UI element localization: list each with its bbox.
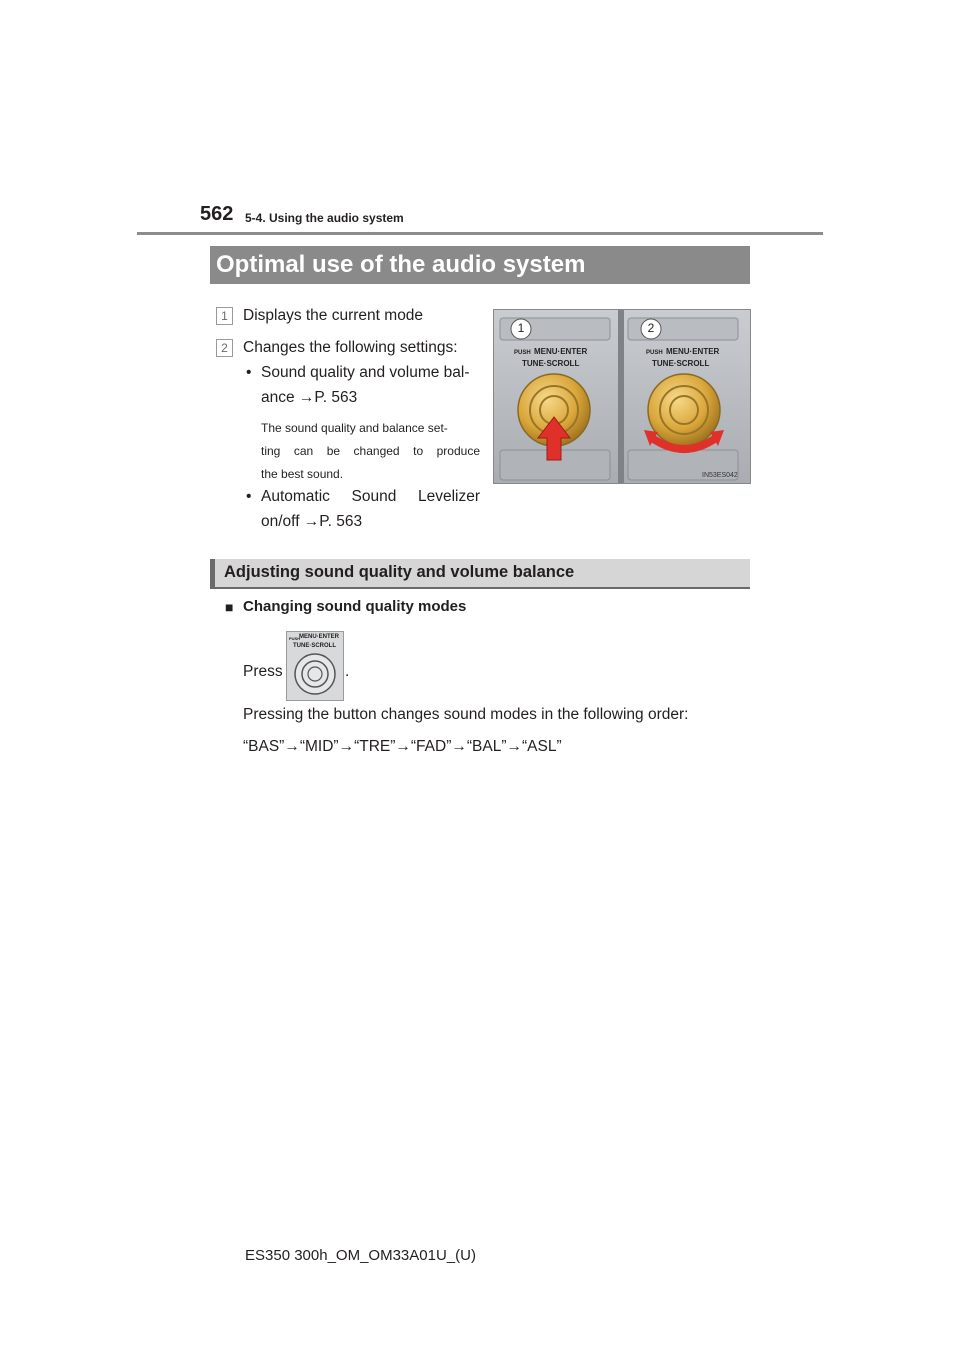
knob-tune-text-right: TUNE·SCROLL bbox=[652, 359, 710, 368]
bullet-2-line-2: on/off →P. 563 bbox=[261, 513, 363, 530]
knob-button-icon bbox=[286, 631, 344, 701]
heading-marker: ■ bbox=[225, 599, 234, 615]
knob-push-text-left: PUSH bbox=[514, 350, 531, 356]
knob-push-text-right: PUSH bbox=[646, 350, 663, 356]
note-line-2: ting can be changed to produce bbox=[261, 444, 480, 458]
footer-code: ES350 300h_OM_OM33A01U_(U) bbox=[245, 1247, 476, 1264]
subsection-heading: Changing sound quality modes bbox=[243, 598, 467, 615]
subsection-accent bbox=[210, 559, 215, 587]
press-period: . bbox=[345, 663, 350, 680]
page-title: Optimal use of the audio system bbox=[216, 251, 586, 278]
page-number: 562 bbox=[200, 203, 234, 225]
note-line-3: the best sound. bbox=[261, 467, 344, 481]
note-line-1: The sound quality and balance set- bbox=[261, 421, 448, 435]
figure-code: IN53ES042 bbox=[702, 472, 738, 479]
section-title: 5-4. Using the audio system bbox=[245, 211, 404, 225]
knob-icon-push-text: PUSH bbox=[289, 636, 301, 641]
subsection-title: Adjusting sound quality and volume balance bbox=[224, 563, 575, 581]
bullet-1-line-2: ance →P. 563 bbox=[261, 389, 358, 406]
bullet-symbol: • bbox=[246, 488, 252, 505]
bullet-1-line-1: Sound quality and volume bal- bbox=[261, 364, 470, 381]
figure-label-1: 1 bbox=[517, 321, 525, 335]
item-number-1: 1 bbox=[216, 307, 233, 325]
header-rule bbox=[137, 232, 823, 235]
bullet-symbol: • bbox=[246, 364, 252, 381]
item-text-2: Changes the following settings: bbox=[243, 339, 458, 356]
knob-menu-text-left: MENU·ENTER bbox=[534, 347, 588, 356]
item-text-1: Displays the current mode bbox=[243, 307, 424, 324]
knob-icon-menu-text: MENU·ENTER bbox=[299, 634, 339, 640]
figure-label-2: 2 bbox=[647, 321, 655, 335]
knob-illustration bbox=[493, 309, 751, 484]
knob-icon-tune-text: TUNE·SCROLL bbox=[293, 643, 336, 649]
knob-menu-text-right: MENU·ENTER bbox=[666, 347, 720, 356]
instruction-text: Pressing the button changes sound modes in the following order: bbox=[243, 706, 689, 723]
mode-sequence: “BAS”→“MID”→“TRE”→“FAD”→“BAL”→“ASL” bbox=[243, 738, 562, 755]
subsection-rule bbox=[210, 587, 750, 589]
item-number-2: 2 bbox=[216, 339, 233, 357]
bullet-2-line-1: Automatic Sound Levelizer bbox=[261, 488, 480, 505]
knob-illustration-svg bbox=[494, 310, 750, 483]
press-label: Press bbox=[243, 663, 283, 680]
knob-tune-text-left: TUNE·SCROLL bbox=[522, 359, 580, 368]
